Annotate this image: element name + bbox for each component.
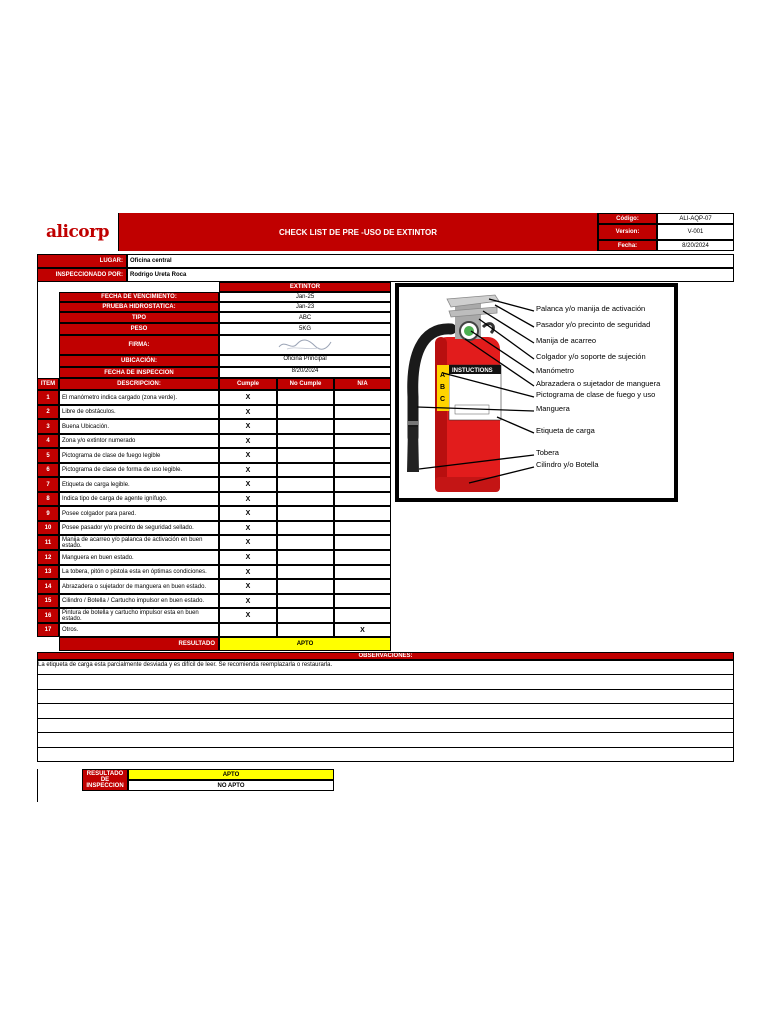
extintor-section-label: EXTINTOR (219, 282, 391, 292)
diagram-label: Tobera (536, 448, 559, 457)
tipo-value: ABC (219, 312, 391, 323)
row-item-number: 4 (37, 434, 59, 448)
row-item-number: 5 (37, 448, 59, 463)
row-cumple-mark: X (219, 506, 277, 521)
row-description: Cilindro / Botella / Cartucho impulsor en buen estado. (59, 594, 219, 608)
firma-label: FIRMA: (59, 335, 219, 355)
row-description: Pintura de botella y cartucho impulsor esta en buen estado. (59, 608, 219, 623)
row-description: Pictograma de clase de forma de uso legible. (59, 463, 219, 477)
fecha-inspeccion-label: FECHA DE INSPECCION (59, 367, 219, 378)
lugar-value: Oficina central (127, 254, 734, 268)
col-cumple-header: Cumple (219, 378, 277, 390)
diagram-label: Pictograma de clase de fuego y uso (536, 390, 656, 399)
row-no-cumple-mark (277, 492, 334, 506)
codigo-label: Código: (598, 213, 657, 224)
row-item-number: 10 (37, 521, 59, 535)
row-na-mark (334, 535, 391, 550)
row-no-cumple-mark (277, 477, 334, 492)
legend-label: RESULTADO DE INSPECCION (82, 769, 128, 791)
row-no-cumple-mark (277, 579, 334, 594)
instructions-text: INSTUCTIONS (452, 368, 493, 374)
row-cumple-mark: X (219, 477, 277, 492)
resultado-value: APTO (219, 637, 391, 651)
svg-text:C: C (440, 396, 446, 403)
row-cumple-mark: X (219, 579, 277, 594)
row-no-cumple-mark (277, 608, 334, 623)
observaciones-line (37, 718, 734, 719)
diagram-label: Pasador y/o precinto de seguridad (536, 320, 651, 329)
row-item-number: 13 (37, 565, 59, 579)
hidrostatica-value: Jan-23 (219, 302, 391, 312)
row-description: Manguera en buen estado. (59, 550, 219, 565)
row-item-number: 12 (37, 550, 59, 565)
row-item-number: 2 (37, 405, 59, 419)
diagram-label: Colgador y/o soporte de sujeción (536, 352, 646, 361)
row-na-mark (334, 463, 391, 477)
row-na-mark (334, 608, 391, 623)
row-cumple-mark: X (219, 390, 277, 405)
row-item-number: 9 (37, 506, 59, 521)
col-no-cumple-header: No Cumple (277, 378, 334, 390)
tipo-label: TIPO (59, 312, 219, 323)
row-no-cumple-mark (277, 390, 334, 405)
row-na-mark (334, 521, 391, 535)
page-title: CHECK LIST DE PRE -USO DE EXTINTOR (119, 213, 598, 251)
ubicacion-value: Oficina Principal (219, 355, 391, 367)
row-no-cumple-mark (277, 565, 334, 579)
row-description: Buena Ubicación. (59, 419, 219, 434)
legend-apto: APTO (128, 769, 334, 780)
diagram-label: Manómetro (536, 366, 574, 375)
row-description: El manómetro indica cargado (zona verde). (59, 390, 219, 405)
row-na-mark (334, 434, 391, 448)
row-na-mark (334, 405, 391, 419)
row-cumple-mark: X (219, 463, 277, 477)
row-cumple-mark: X (219, 492, 277, 506)
col-descripcion-header: DESCRIPCION: (59, 378, 219, 390)
observaciones-line (37, 747, 734, 748)
diagram-label: Etiqueta de carga (536, 426, 595, 435)
lugar-label: LUGAR: (37, 254, 127, 268)
row-description: Zona y/o extintor numerado (59, 434, 219, 448)
vencimiento-label: FECHA DE VENCIMIENTO: (59, 292, 219, 302)
observaciones-line (37, 732, 734, 733)
row-item-number: 1 (37, 390, 59, 405)
codigo-value: ALI-AQP-07 (657, 213, 734, 224)
col-item-header: ITEM (37, 378, 59, 390)
row-na-mark (334, 506, 391, 521)
row-no-cumple-mark (277, 419, 334, 434)
svg-text:A: A (440, 372, 446, 379)
row-item-number: 11 (37, 535, 59, 550)
observaciones-line (37, 674, 734, 675)
fecha-label: Fecha: (598, 240, 657, 251)
row-item-number: 8 (37, 492, 59, 506)
row-na-mark: X (334, 623, 391, 637)
observaciones-label: OBSERVACIONES: (37, 652, 734, 660)
row-cumple-mark: X (219, 419, 277, 434)
row-no-cumple-mark (277, 521, 334, 535)
row-no-cumple-mark (277, 434, 334, 448)
row-na-mark (334, 477, 391, 492)
row-cumple-mark: X (219, 594, 277, 608)
row-description: Posee pasador y/o precinto de seguridad sellado. (59, 521, 219, 535)
row-na-mark (334, 594, 391, 608)
peso-label: PESO (59, 323, 219, 335)
company-logo (37, 213, 119, 251)
row-description: Etiqueta de carga legible. (59, 477, 219, 492)
row-item-number: 14 (37, 579, 59, 594)
version-label: Version: (598, 224, 657, 240)
row-description: Pictograma de clase de fuego legible (59, 448, 219, 463)
left-border (37, 282, 38, 378)
observaciones-line (37, 689, 734, 690)
row-cumple-mark: X (219, 608, 277, 623)
row-cumple-mark: X (219, 448, 277, 463)
row-cumple-mark: X (219, 550, 277, 565)
row-item-number: 6 (37, 463, 59, 477)
row-na-mark (334, 550, 391, 565)
row-description: Abrazadera o sujetador de manguera en buen estado. (59, 579, 219, 594)
resultado-label: RESULTADO (59, 637, 219, 651)
signature-image (275, 337, 335, 353)
fecha-inspeccion-value: 8/20/2024 (219, 367, 391, 378)
row-no-cumple-mark (277, 506, 334, 521)
row-cumple-mark: X (219, 434, 277, 448)
diagram-label: Abrazadera o sujetador de manguera (536, 379, 661, 388)
row-cumple-mark: X (219, 565, 277, 579)
row-no-cumple-mark (277, 405, 334, 419)
version-value: V-001 (657, 224, 734, 240)
row-no-cumple-mark (277, 623, 334, 637)
observaciones-text: La etiqueta de carga esta parcialmente desviada y es difícil de leer. Se recomienda reemplazarla o restaurarla. (38, 662, 333, 668)
col-na-header: N/A (334, 378, 391, 390)
row-no-cumple-mark (277, 550, 334, 565)
fecha-value: 8/20/2024 (657, 240, 734, 251)
row-na-mark (334, 448, 391, 463)
row-no-cumple-mark (277, 463, 334, 477)
row-description: Otros. (59, 623, 219, 637)
row-no-cumple-mark (277, 448, 334, 463)
inspector-label: INSPECCIONADO POR: (37, 268, 127, 282)
row-cumple-mark: X (219, 535, 277, 550)
legend-no-apto: NO APTO (128, 780, 334, 791)
ubicacion-label: UBICACIÓN: (59, 355, 219, 367)
extinguisher-diagram (395, 283, 678, 502)
row-no-cumple-mark (277, 594, 334, 608)
row-description: Indica tipo de carga de agente ignífugo. (59, 492, 219, 506)
vencimiento-value: Jan-25 (219, 292, 391, 302)
row-no-cumple-mark (277, 535, 334, 550)
row-description: Libre de obstáculos. (59, 405, 219, 419)
row-description: La tobera, pitón o pistola esta en óptimas condiciones. (59, 565, 219, 579)
firma-value (219, 335, 391, 355)
row-na-mark (334, 579, 391, 594)
row-item-number: 15 (37, 594, 59, 608)
diagram-label: Manija de acarreo (536, 336, 597, 345)
row-cumple-mark: X (219, 405, 277, 419)
row-description: Manija de acarreo y/o palanca de activación en buen estado. (59, 535, 219, 550)
row-na-mark (334, 492, 391, 506)
hidrostatica-label: PRUEBA HIDROSTATICA: (59, 302, 219, 312)
row-cumple-mark (219, 623, 277, 637)
diagram-label: Manguera (536, 404, 570, 413)
row-na-mark (334, 565, 391, 579)
row-cumple-mark: X (219, 521, 277, 535)
inspector-value: Rodrigo Ureta Roca (127, 268, 734, 282)
logo-text: alicorp (46, 222, 109, 242)
legend-left-border (37, 769, 38, 802)
observaciones-line (37, 703, 734, 704)
row-na-mark (334, 390, 391, 405)
diagram-label: Cilindro y/o Botella (536, 460, 599, 469)
svg-text:B: B (440, 384, 446, 391)
row-item-number: 7 (37, 477, 59, 492)
row-description: Posee colgador para pared. (59, 506, 219, 521)
row-item-number: 16 (37, 608, 59, 623)
row-item-number: 17 (37, 623, 59, 637)
peso-value: 5KG (219, 323, 391, 335)
row-item-number: 3 (37, 419, 59, 434)
row-na-mark (334, 419, 391, 434)
diagram-label: Palanca y/o manija de activación (536, 304, 646, 313)
